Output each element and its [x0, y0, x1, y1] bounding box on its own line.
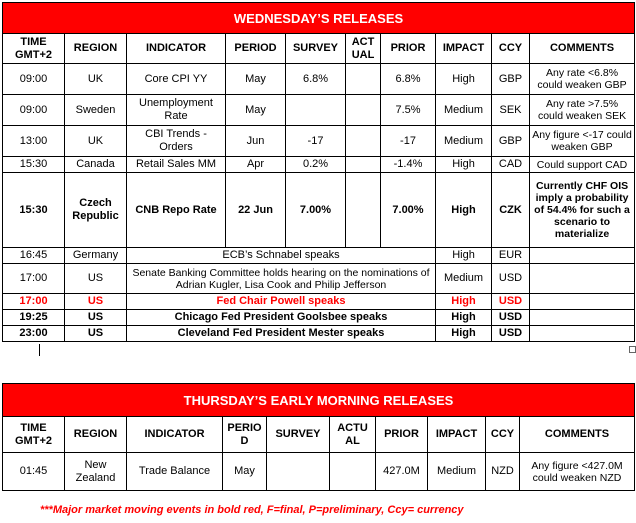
thursday-banner [3, 384, 635, 417]
cell-prior: -17 [381, 126, 436, 157]
header-period: PERIO D [223, 417, 267, 453]
cell-time: 09:00 [3, 95, 65, 126]
header-indicator: INDICATOR [127, 34, 226, 64]
cell-ccy: USD [492, 294, 530, 310]
thursday-releases-table [2, 383, 635, 491]
table-row [3, 453, 635, 491]
cell-time: 15:30 [3, 173, 65, 248]
cell-survey: 0.2% [286, 157, 346, 173]
cell-impact: High [436, 248, 492, 264]
cell-period: May [223, 453, 267, 491]
cell-comment: Any rate <6.8% could weaken GBP [530, 64, 635, 95]
cell-region: Czech Republic [65, 173, 127, 248]
cell-impact: Medium [436, 126, 492, 157]
cell-period: Apr [226, 157, 286, 173]
event-row [3, 294, 635, 310]
cell-prior: 427.0M [376, 453, 428, 491]
cell-impact: High [436, 157, 492, 173]
cell-ccy: GBP [492, 64, 530, 95]
wednesday-banner [3, 3, 635, 34]
cell-region: UK [65, 126, 127, 157]
header-actual: ACTU AL [330, 417, 376, 453]
cell-indicator: CNB Repo Rate [127, 173, 226, 248]
header-survey: SURVEY [267, 417, 330, 453]
cell-comment: Any rate >7.5% could weaken SEK [530, 95, 635, 126]
cell-ccy: USD [492, 264, 530, 294]
cell-region: Germany [65, 248, 127, 264]
header-comments: COMMENTS [520, 417, 635, 453]
wednesday-releases-table [2, 2, 635, 342]
cell-event: ECB’s Schnabel speaks [127, 248, 436, 264]
cell-event: Chicago Fed President Goolsbee speaks [127, 310, 436, 326]
wednesday-title: WEDNESDAY’S RELEASES [3, 3, 635, 34]
cell-actual [346, 126, 381, 157]
cell-indicator: Retail Sales MM [127, 157, 226, 173]
footnote: ***Major market moving events in bold red, F=final, P=preliminary, Ccy= currency [40, 504, 464, 516]
header-actual: ACT UAL [346, 34, 381, 64]
cell-prior: 7.00% [381, 173, 436, 248]
cell-ccy: GBP [492, 126, 530, 157]
event-row [3, 310, 635, 326]
cell-ccy: EUR [492, 248, 530, 264]
event-row [3, 248, 635, 264]
cell-comment [530, 264, 635, 294]
cell-time: 13:00 [3, 126, 65, 157]
cell-time: 19:25 [3, 310, 65, 326]
cell-ccy: CZK [492, 173, 530, 248]
cell-region: Sweden [65, 95, 127, 126]
cell-comment: Any figure <-17 could weaken GBP [530, 126, 635, 157]
cell-impact: Medium [436, 95, 492, 126]
cell-time: 09:00 [3, 64, 65, 95]
cell-indicator: CBI Trends - Orders [127, 126, 226, 157]
table-row [3, 157, 635, 173]
cell-survey: 6.8% [286, 64, 346, 95]
event-row [3, 326, 635, 342]
cell-survey [267, 453, 330, 491]
header-prior: PRIOR [381, 34, 436, 64]
header-impact: IMPACT [436, 34, 492, 64]
header-survey: SURVEY [286, 34, 346, 64]
cell-survey: -17 [286, 126, 346, 157]
thursday-title: THURSDAY’S EARLY MORNING RELEASES [3, 384, 635, 417]
cell-period: May [226, 64, 286, 95]
cell-ccy: USD [492, 310, 530, 326]
cell-time: 16:45 [3, 248, 65, 264]
header-prior: PRIOR [376, 417, 428, 453]
cell-ccy: NZD [486, 453, 520, 491]
cell-region: US [65, 326, 127, 342]
cell-actual [346, 95, 381, 126]
table-row [3, 95, 635, 126]
cell-survey [286, 95, 346, 126]
cell-comment [530, 248, 635, 264]
cell-comment: Could support CAD [530, 157, 635, 173]
cell-prior: 7.5% [381, 95, 436, 126]
header-ccy: CCY [492, 34, 530, 64]
cell-time: 17:00 [3, 294, 65, 310]
cell-time: 17:00 [3, 264, 65, 294]
cell-impact: High [436, 294, 492, 310]
cell-impact: High [436, 173, 492, 248]
header-region: REGION [65, 34, 127, 64]
cell-region: US [65, 264, 127, 294]
table-header-row [3, 417, 635, 453]
cell-event: Fed Chair Powell speaks [127, 294, 436, 310]
header-impact: IMPACT [428, 417, 486, 453]
header-region: REGION [65, 417, 127, 453]
cell-comment: Any figure <427.0M could weaken NZD [520, 453, 635, 491]
cell-region: Canada [65, 157, 127, 173]
cell-event: Senate Banking Committee holds hearing on the nominations of Adrian Kugler, Lisa Cook and Philip Jefferson [127, 264, 436, 294]
cell-impact: Medium [428, 453, 486, 491]
cell-period: 22 Jun [226, 173, 286, 248]
cell-region: UK [65, 64, 127, 95]
cell-event: Cleveland Fed President Mester speaks [127, 326, 436, 342]
cell-comment: Currently CHF OIS imply a probability of 54.4% for such a scenario to materialize [530, 173, 635, 248]
table-row [3, 126, 635, 157]
cell-period: Jun [226, 126, 286, 157]
cell-ccy: CAD [492, 157, 530, 173]
cell-region: New Zealand [65, 453, 127, 491]
header-time: TIME GMT+2 [3, 417, 65, 453]
cell-impact: High [436, 326, 492, 342]
cell-comment [530, 326, 635, 342]
header-period: PERIOD [226, 34, 286, 64]
cell-indicator: Unemployment Rate [127, 95, 226, 126]
header-ccy: CCY [486, 417, 520, 453]
cell-actual [346, 157, 381, 173]
cell-region: US [65, 310, 127, 326]
cell-time: 01:45 [3, 453, 65, 491]
cell-ccy: SEK [492, 95, 530, 126]
cell-survey: 7.00% [286, 173, 346, 248]
table-resize-handle[interactable] [629, 346, 636, 353]
event-row [3, 264, 635, 294]
table-row [3, 64, 635, 95]
cell-impact: Medium [436, 264, 492, 294]
cell-region: US [65, 294, 127, 310]
cell-prior: -1.4% [381, 157, 436, 173]
cell-impact: High [436, 310, 492, 326]
cell-time: 15:30 [3, 157, 65, 173]
text-cursor [39, 344, 40, 356]
table-row [3, 173, 635, 248]
cell-actual [330, 453, 376, 491]
header-indicator: INDICATOR [127, 417, 223, 453]
cell-comment [530, 310, 635, 326]
header-time: TIME GMT+2 [3, 34, 65, 64]
cell-time: 23:00 [3, 326, 65, 342]
cell-ccy: USD [492, 326, 530, 342]
cell-actual [346, 64, 381, 95]
cell-indicator: Trade Balance [127, 453, 223, 491]
cell-prior: 6.8% [381, 64, 436, 95]
cell-period: May [226, 95, 286, 126]
cell-comment [530, 294, 635, 310]
cell-indicator: Core CPI YY [127, 64, 226, 95]
cell-actual [346, 173, 381, 248]
table-header-row [3, 34, 635, 64]
header-comments: COMMENTS [530, 34, 635, 64]
cell-impact: High [436, 64, 492, 95]
